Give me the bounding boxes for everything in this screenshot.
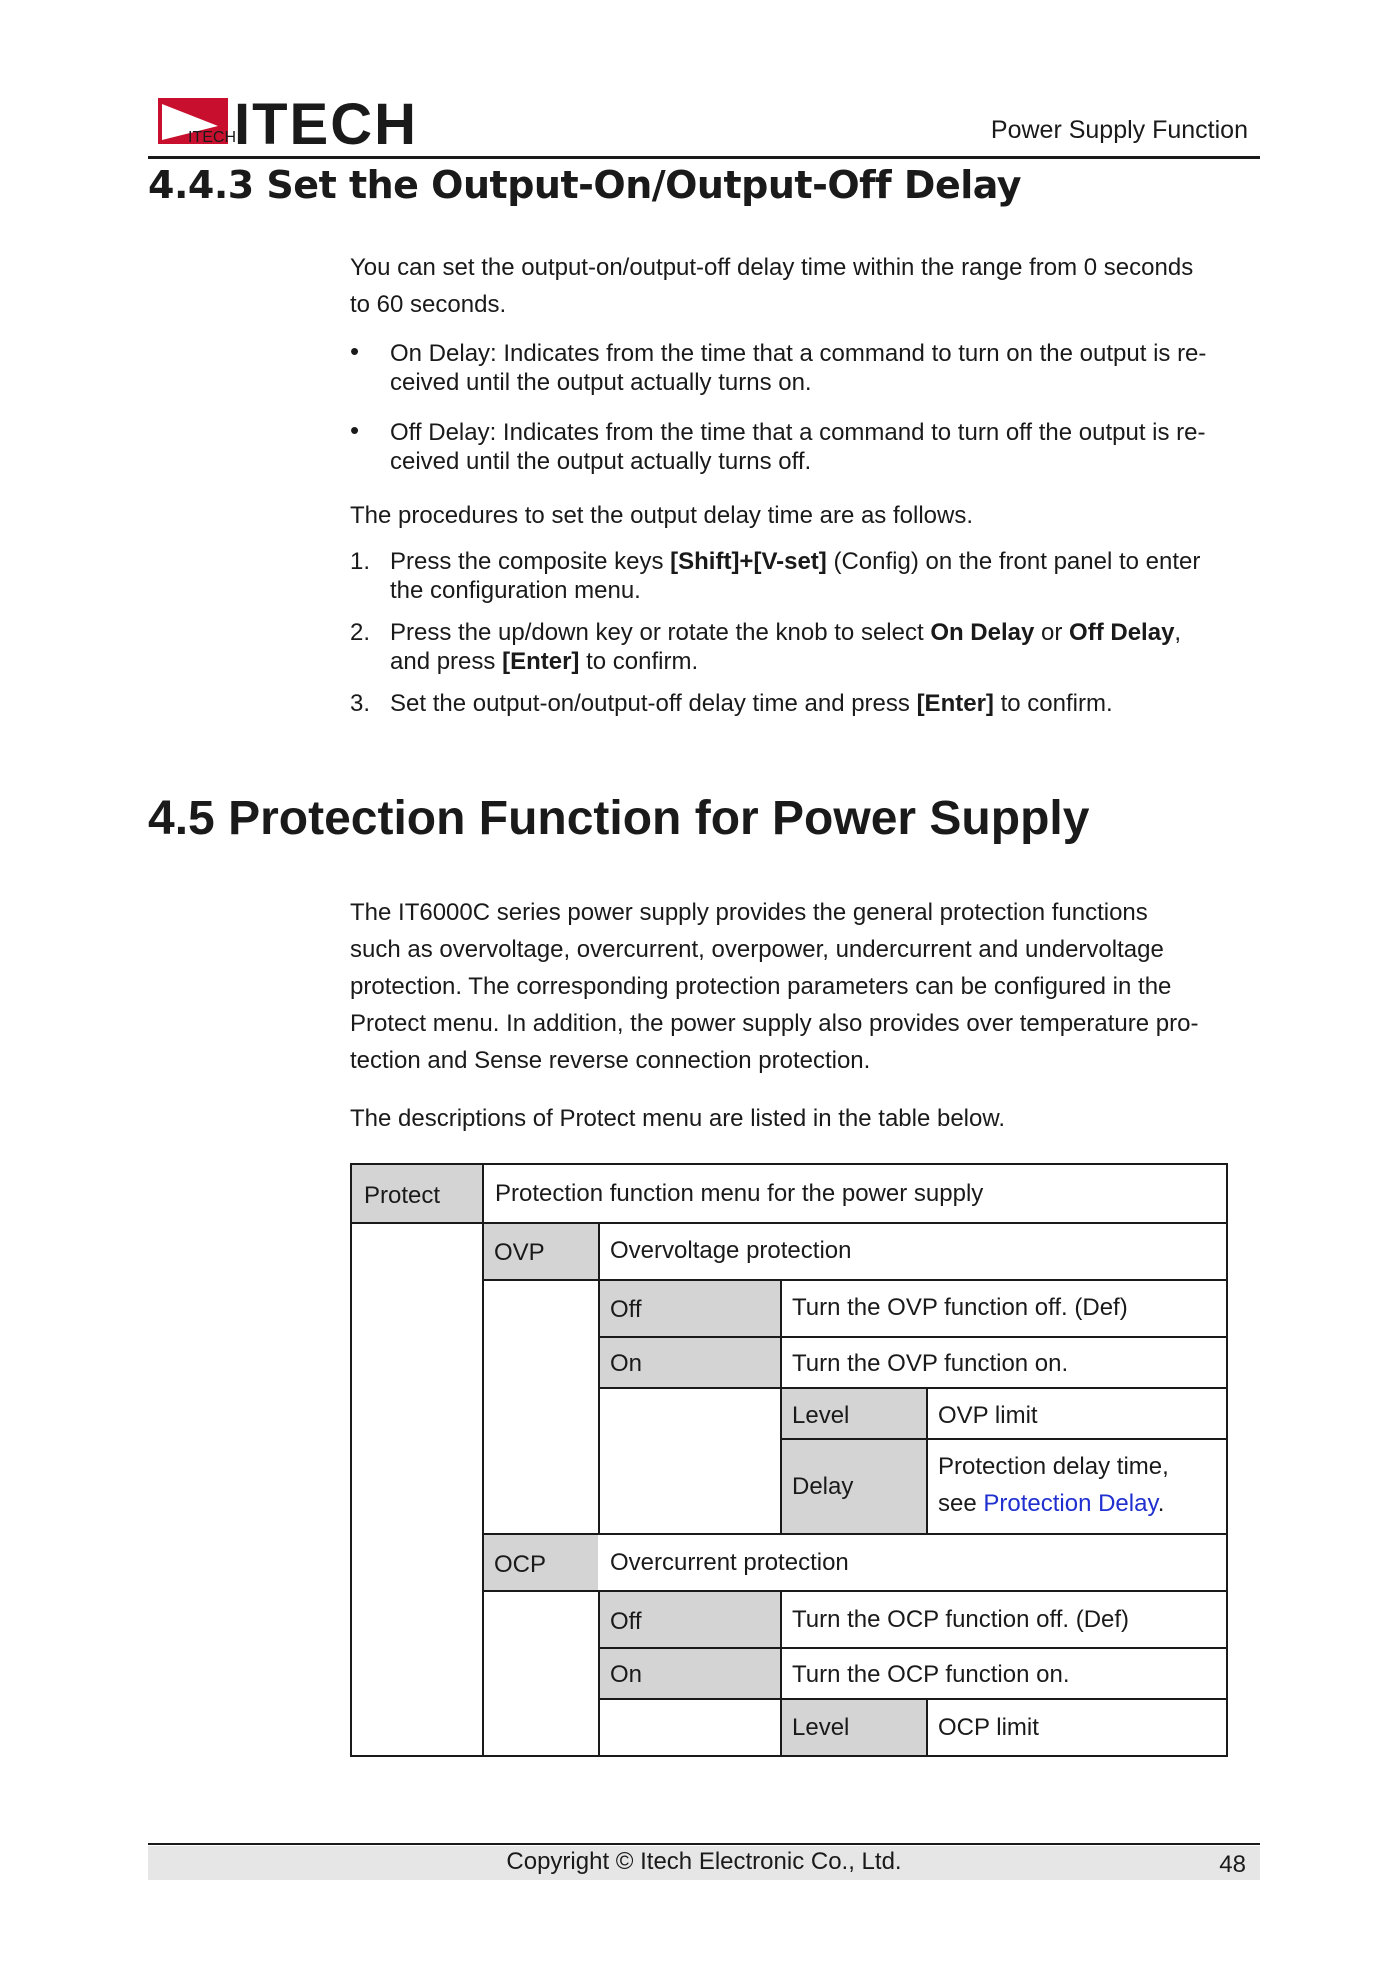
logo-sub-text: ITECH: [188, 129, 236, 146]
cell-ovp-off-desc: Turn the OVP function off. (Def): [792, 1294, 1128, 1321]
footer-divider: [148, 1843, 1260, 1845]
protection-delay-link[interactable]: Protection Delay: [983, 1490, 1158, 1517]
cell-ovp-delay-desc: Protection delay time, see Protection Delay.: [938, 1453, 1169, 1517]
cell-ocp-level-desc: OCP limit: [938, 1714, 1039, 1741]
section-45-title: 4.5 Protection Function for Power Supply: [148, 792, 1090, 845]
itech-logo: [158, 96, 438, 148]
bullet-dot-icon: •: [350, 415, 360, 445]
page-header: [148, 94, 1260, 159]
cell-ocp: OCP: [494, 1551, 547, 1578]
table-intro: The descriptions of Protect menu are listed in the table below.: [350, 1105, 1006, 1132]
protection-paragraph: The IT6000C series power supply provides the general protection functions such as overvoltage, overcurrent, overpower, undercurrent and undervoltage protection. The corresponding protection parameters can be configured in the Protect menu. In addition, the power supply also provides over temperature pro- tection and Sense reverse connection protection.: [350, 899, 1199, 1074]
cell-protect-desc: Protection function menu for the power supply: [495, 1180, 984, 1207]
page-number: 48: [1219, 1851, 1246, 1878]
cell-ovp-level: Level: [792, 1402, 850, 1429]
logo-text: ITECH: [234, 96, 418, 148]
cell-ocp-off: Off: [610, 1608, 642, 1635]
protect-menu-table: [350, 1163, 1228, 1757]
cell-ovp-level-desc: OVP limit: [938, 1402, 1038, 1429]
copyright-text: Copyright © Itech Electronic Co., Ltd.: [506, 1848, 902, 1875]
cell-ocp-on-desc: Turn the OCP function on.: [792, 1661, 1070, 1688]
cell-ovp-delay: Delay: [792, 1473, 854, 1500]
cell-ovp-on-desc: Turn the OVP function on.: [792, 1350, 1069, 1377]
cell-ovp-desc: Overvoltage protection: [610, 1237, 852, 1264]
header-section-name: Power Supply Function: [990, 116, 1248, 144]
page-footer: [148, 1846, 1260, 1880]
bullet-dot-icon: •: [350, 336, 360, 366]
cell-ovp-on: On: [610, 1350, 643, 1377]
procedures-intro: The procedures to set the output delay time are as follows.: [350, 502, 974, 529]
cell-ocp-off-desc: Turn the OCP function off. (Def): [792, 1606, 1130, 1633]
cell-ovp: OVP: [494, 1239, 545, 1266]
cell-ocp-desc: Overcurrent protection: [610, 1549, 849, 1576]
cell-protect: Protect: [364, 1182, 441, 1209]
cell-ovp-off: Off: [610, 1296, 642, 1323]
section-443-title: 4.4.3 Set the Output-On/Output-Off Delay: [148, 163, 1022, 207]
cell-ocp-on: On: [610, 1661, 643, 1688]
cell-ocp-level: Level: [792, 1714, 850, 1741]
intro-paragraph: You can set the output-on/output-off delay time within the range from 0 seconds to 60 seconds.: [350, 254, 1194, 318]
